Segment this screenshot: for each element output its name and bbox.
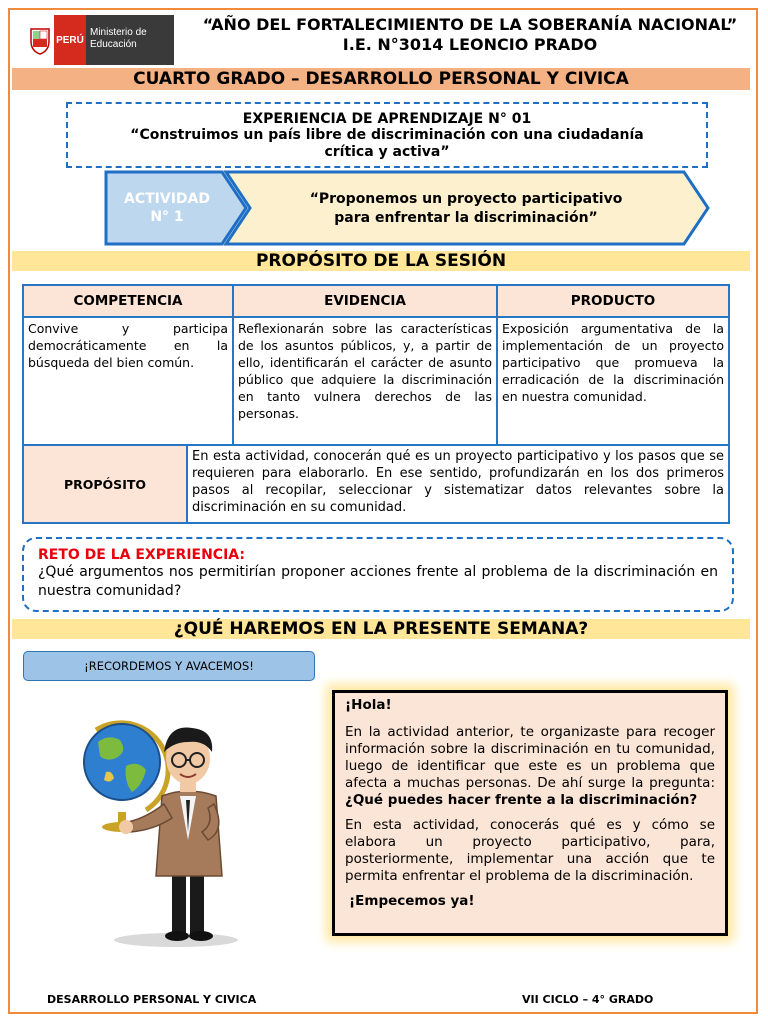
header-evidencia: EVIDENCIA — [233, 285, 497, 317]
purpose-band: PROPÓSITO DE LA SESIÓN — [12, 251, 750, 271]
experience-title-line1: “Construimos un país libre de discriminación con una ciudadanía — [130, 127, 644, 143]
table-header-row — [23, 285, 729, 317]
session-table — [22, 284, 730, 446]
message-closing: ¡Empecemos ya! — [349, 893, 475, 909]
coat-of-arms-icon — [26, 15, 54, 65]
challenge-title: RETO DE LA EXPERIENCIA: — [38, 547, 245, 563]
activity-title-line2: para enfrentar la discriminación” — [334, 210, 598, 226]
footer-cycle: VII CICLO – 4° GRADO — [522, 993, 654, 1006]
activity-label-line1: ACTIVIDAD — [124, 191, 210, 207]
experience-box — [66, 102, 708, 168]
teacher-with-globe-illustration — [76, 700, 266, 950]
logo-country: PERÚ — [54, 15, 86, 65]
activity-label-line2: N° 1 — [150, 209, 184, 225]
header-producto: PRODUCTO — [497, 285, 729, 317]
table-row — [23, 317, 729, 445]
purpose-label: PROPÓSITO — [23, 445, 187, 523]
message-question: ¿Qué puedes hacer frente a la discriminación? — [345, 792, 698, 808]
experience-title-line2: crítica y activa” — [324, 144, 450, 160]
year-motto: “AÑO DEL FORTALECIMIENTO DE LA SOBERANÍA NACIONAL” — [202, 15, 738, 34]
cell-competencia: Convive y participa democráticamente en la búsqueda del bien común. — [23, 317, 233, 445]
header-competencia: COMPETENCIA — [23, 285, 233, 317]
footer-course: DESARROLLO PERSONAL Y CIVICA — [47, 993, 257, 1006]
cell-evidencia: Reflexionarán sobre las características de los asuntos públicos, y, a partir de ello, identificarán el carácter de asunto público que adquiere la discriminación en tanto vulnera derechos de las personas. — [233, 317, 497, 445]
message-greeting: ¡Hola! — [345, 697, 392, 713]
ministry-logo — [26, 15, 174, 65]
challenge-text: ¿Qué argumentos nos permitirían proponer acciones frente al problema de la discriminación en nuestra comunidad? — [38, 564, 718, 599]
activity-label — [108, 190, 226, 226]
activity-title — [250, 190, 682, 228]
school-name: I.E. N°3014 LEONCIO PRADO — [342, 35, 598, 54]
challenge-box — [22, 537, 734, 612]
activity-title-line1: “Proponemos un proyecto participativo — [309, 191, 623, 207]
purpose-row — [23, 445, 729, 523]
grade-band: CUARTO GRADO – DESARROLLO PERSONAL Y CIVICA — [12, 68, 750, 90]
message-paragraph-1 — [345, 724, 715, 809]
message-p1-text: En la actividad anterior, te organizaste para recoger información sobre la discriminación en tu comunidad, luego de identificar que este es un problema que afecta a muchas personas. De ahí surge la pregunta: — [345, 724, 715, 791]
cell-producto: Exposición argumentativa de la implementación de un proyecto participativo que promueva la erradicación de la discriminación en nuestra comunidad. — [497, 317, 729, 445]
experience-number: EXPERIENCIA DE APRENDIZAJE N° 01 — [242, 111, 532, 127]
logo-ministry: Ministerio de Educación — [86, 15, 174, 65]
message-paragraph-2: En esta actividad, conocerás qué es y cómo se elabora un proyecto participativo, para, posteriormente, implementar una acción que te permita enfrentar el problema de la discriminación. — [345, 817, 715, 884]
week-band: ¿QUÉ HAREMOS EN LA PRESENTE SEMANA? — [12, 619, 750, 639]
purpose-table — [22, 444, 730, 524]
purpose-text: En esta actividad, conocerán qué es un proyecto participativo y los pasos que se requieren para elaborarlo. En ese sentido, profundizarán en los dos primeros pasos al recopilar, seleccionar y sistematizar datos relevantes sobre la discriminación en su comunidad. — [187, 445, 729, 523]
remember-button[interactable]: ¡RECORDEMOS Y AVACEMOS! — [23, 651, 315, 681]
welcome-message-box — [332, 690, 728, 936]
